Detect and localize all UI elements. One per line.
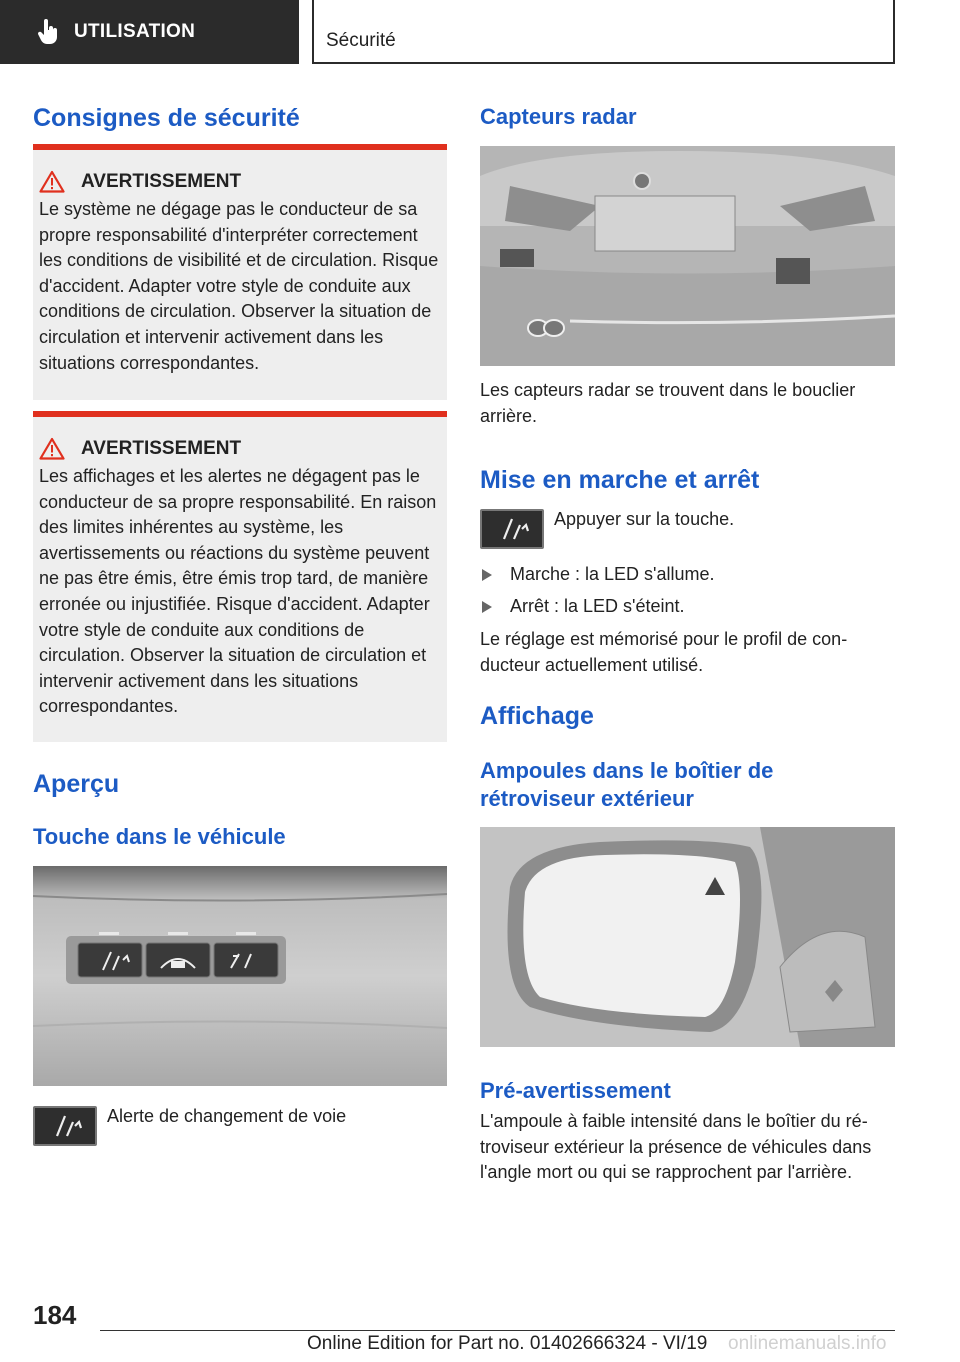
bullet-triangle-icon bbox=[482, 601, 492, 613]
warning-text: Le système ne dégage pas le conducteur de sa propre responsabilité d'interpréter correctement les conditions de visibilité et de circulation. Risque d'accident. Adapter votre style de conduite aux conditions de circulation. Observer la situation de circulation et intervenir activement dans les situations correspondantes. bbox=[39, 199, 439, 373]
chapter-title: UTILISATION bbox=[74, 21, 196, 42]
hand-pointer-icon bbox=[36, 19, 60, 45]
section-title: Sécurité bbox=[326, 30, 396, 51]
lane-change-button-icon bbox=[33, 1106, 97, 1146]
warning-triangle-icon bbox=[39, 170, 65, 193]
onoff-heading: Mise en marche et arrêt bbox=[480, 466, 760, 494]
mirror-illustration bbox=[480, 827, 895, 1047]
warning-text: Les affichages et les alertes ne dégagent pas le conducteur de sa propre responsabilité. En raison des limites inhérentes au système, les avertissements ou réactions du système peuvent ne pas être émis, être émis trop tard, de manière erronée ou injustifiée. Risque d'accident. Adapter votre style de conduite aux conditions de circulation. Observer la situation de circulation et intervenir activement dans les situations correspondantes. bbox=[39, 466, 437, 717]
radar-sensor-illustration bbox=[480, 146, 895, 366]
page-number: 184 bbox=[33, 1300, 77, 1330]
overview-heading: Aperçu bbox=[33, 770, 120, 798]
prewarn-text: L'ampoule à faible intensité dans le boîtier du rétroviseur extérieur la présence de véhicules dans l'angle mort ou qui se rapprochent par l'arrière. bbox=[480, 1111, 872, 1182]
page-title: Consignes de sécurité bbox=[33, 104, 300, 132]
warning-box-1 bbox=[33, 144, 447, 400]
footer-divider bbox=[100, 1330, 895, 1331]
radar-text: Les capteurs radar se trouvent dans le bouclier arrière. bbox=[480, 380, 856, 426]
bullet-text: Marche : la LED s'allume. bbox=[510, 564, 715, 584]
section-tab bbox=[312, 0, 895, 64]
button-caption: Alerte de changement de voie bbox=[107, 1106, 347, 1126]
lane-change-button-icon bbox=[480, 509, 544, 549]
bullet-text: Arrêt : la LED s'éteint. bbox=[510, 596, 685, 616]
bullet-on bbox=[480, 564, 715, 585]
prewarn-heading: Pré-avertissement bbox=[480, 1078, 671, 1103]
warning-label: AVERTISSEMENT bbox=[81, 170, 242, 192]
display-heading: Affichage bbox=[480, 702, 594, 730]
warning-triangle-icon bbox=[39, 437, 65, 460]
bulbs-heading: Ampoules dans le boîtier de rétroviseur extérieur bbox=[480, 758, 774, 811]
watermark-text: onlinemanuals.info bbox=[728, 1333, 887, 1354]
warning-box-2 bbox=[33, 411, 447, 742]
button-panel-illustration bbox=[33, 866, 447, 1086]
button-heading: Touche dans le véhicule bbox=[33, 824, 286, 849]
onoff-instruction: Appuyer sur la touche. bbox=[554, 509, 735, 529]
bullet-off bbox=[480, 596, 685, 617]
bullet-triangle-icon bbox=[482, 569, 492, 581]
warning-header bbox=[39, 437, 439, 460]
radar-heading: Capteurs radar bbox=[480, 104, 637, 129]
warning-label: AVERTISSEMENT bbox=[81, 437, 242, 459]
chapter-tab bbox=[0, 0, 299, 64]
memo-text: Le réglage est mémorisé pour le profil de conducteur actuellement utilisé. bbox=[480, 629, 848, 675]
edition-text: Online Edition for Part no. 01402666324 - VI/19 bbox=[307, 1333, 708, 1354]
warning-header bbox=[39, 170, 439, 193]
